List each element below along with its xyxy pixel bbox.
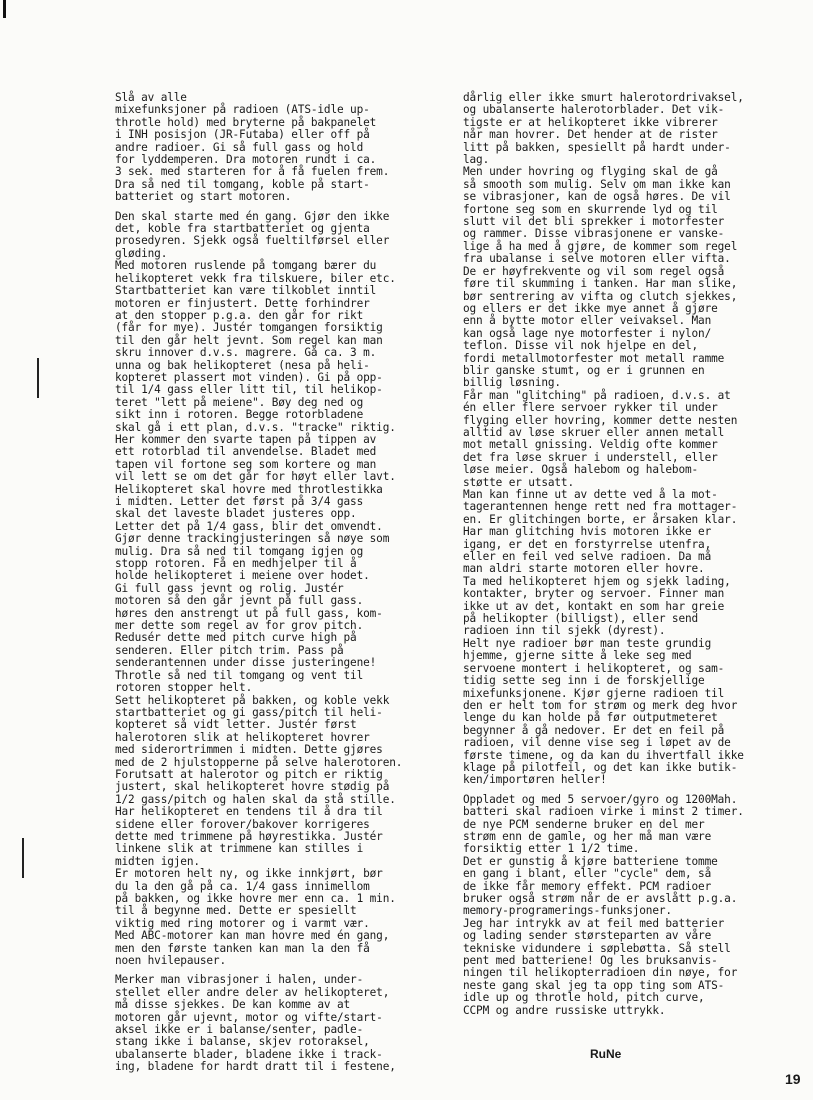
author-signature: RuNe — [590, 1047, 622, 1061]
margin-mark — [22, 838, 24, 878]
margin-mark — [37, 358, 39, 398]
paragraph: Oppladet og med 5 servoer/gyro og 1200Mah. batteri skal radioen virke i minst 2 timer. de nye PCM senderne bruker en del mer strøm enn de gamle, og her må man være forsiktig etter 1 1/2 time. Det er gunstig å kjøre batteriene tomme en gang i blant, eller "cycle" dem, så de ikke får memory effekt. PCM radioer bruker også strøm når de er avslått p.g.a. memory-programerings-funksjoner. Jeg har intrykk av at feil med batterier og lading sender størsteparten av våre tekniske vidundere i søplebøtta. Så stell pent med batteriene! Og les bruksanvis- ningen til helikopterradioen din nøye, for neste gang skal jeg ta opp ting som ATS- idle up og throtle hold, pitch curve, CCPM og andre russiske uttrykk. — [463, 792, 744, 1017]
paragraph: Merker man vibrasjoner i halen, under- stellet eller andre deler av helikopteret, må disse sjekkes. De kan komme av at motoren går ujevnt, motor og vifte/start- aksel ikke er i balanse/senter, padle- stang ikke i balanse, skjev rotoraksel, ubalanserte blader, bladene ikke i track- ing, bladene for hardt dratt til i festene, — [115, 973, 396, 1074]
paragraph: dårlig eller ikke smurt halerotordrivaksel, og ubalanserte halerotorblader. Det vik- tigste er at helikopteret ikke vibrerer når man hovrer. Det hender at de rister litt på bakken, spesiellt på hardt under- lag. Men under hovring og flyging skal de gå så smooth som mulig. Selv om man ikke kan se vibrasjoner, kan de også høres. De vil fortone seg som en skurrende lyd og til slutt vil det bli sprekker i motorfester og rammer. Disse vibrasjonene er vanske- lige å ha med å gjøre, de kommer som regel fra ubalanse i selve motoren eller vifta. De er høyfrekvente og vil som regel også føre til skumming i tanken. Har man slike, bør sentrering av vifta og clutch sjekkes, og ellers er det ikke mye annet å gjøre enn å bytte motor eller veivaksel. Man kan også lage nye motorfester i nylon/ teflon. Disse vil nok hjelpe en del, fordi metallmotorfester mot metall ramme blir ganske stumt, og er i grunnen en billig løsning. Får man "glitching" på radioen, d.v.s. at én eller flere servoer rykker til under flyging eller hovring, kommer dette nesten alltid av løse skruer eller annen metall mot metall gnissing. Veldig ofte kommer det fra løse skruer i understell, eller løse meier. Også halebom og halebom- støtte er utsatt. Man kan finne ut av dette ved å la mot- tagerantennen henge rett ned fra mottager- en. Er glitchingen borte, er årsaken klar. Har man glitching hvis motoren ikke er igang, er det en forstyrrelse utenfra, eller en feil ved selve radioen. Da må man aldri starte motoren eller hovre. Ta med helikopteret hjem og sjekk lading, kontakter, bryter og servoer. Finner man ikke ut av det, kontakt en som har greie på helikopter (billigst), eller send radioen inn til sjekk (dyrest). Helt nye radioer bør man teste grundig hjemme, gjerne sitte å leke seg med servoene montert i helikopteret, og sam- tidig sette seg inn i de forskjellige mixefunksjonene. Kjør gjerne radioen til den er helt tom for strøm og merk deg hvor lenge du kan holde på før outputmeteret begynner å gå nedover. Er det en feil på radioen, vil denne vise seg i løpet av de første timene, og da kan du ihvertfall ikke klage på pilotfeil, og det kan ikke butik- ken/importøren heller! — [463, 91, 744, 787]
page-number: 19 — [785, 1071, 801, 1087]
right-text-column — [463, 92, 795, 1024]
paragraph: Slå av alle mixefunksjoner på radioen (ATS-idle up- throtle hold) med bryterne på bakpanelet i INH posisjon (JR-Futaba) eller off på andre radioer. Gi så full gass og hold for lyddemperen. Dra motoren rundt i ca. 3 sek. med starteren for å få fuelen frem. Dra så ned til tomgang, koble på start- batteriet og start motoren. — [115, 91, 390, 204]
paragraph: Den skal starte med én gang. Gjør den ikke det, koble fra startbatteriet og gjenta prosedyren. Sjekk også fueltilførsel eller gløding. Med motoren ruslende på tomgang bærer du helikopteret vekk fra tilskuere, biler etc. Startbatteriet kan være tilkoblet inntil motoren er finjustert. Dette forhindrer at den stopper p.g.a. den går for rikt (får for mye). Justér tomgangen forsiktig til den går helt jevnt. Som regel kan man skru innover d.v.s. magrere. Gå ca. 3 m. unna og bak helikopteret (nesa på heli- kopteret plassert mot vinden). Gi på opp- til 1/4 gass eller litt til, til helikop- teret "lett på meiene". Bøy deg ned og sikt inn i rotoren. Begge rotorbladene skal gå i ett plan, d.v.s. "tracke" riktig. Her kommer den svarte tapen på tippen av ett rotorblad til anvendelse. Bladet med tapen vil fortone seg som kortere og man vil lett se om det går for høyt eller lavt. Helikopteret skal hovre med throtlestikka i midten. Letter det først på 3/4 gass skal det laveste bladet justeres opp. Letter det på 1/4 gass, blir det omvendt. Gjør denne trackingjusteringen så nøye som mulig. Dra så ned til tomgang igjen og stopp rotoren. Få en medhjelper til å holde helikopteret i meiene over hodet. Gi full gass jevnt og rolig. Justér motoren så den går jevnt på full gass. høres den anstrengt ut på full gass, kom- mer dette som regel av for grov pitch. Redusér dette med pitch curve high på senderen. Eller pitch trim. Pass på senderantennen under disse justeringene! Throtle så ned til tomgang og vent til rotoren stopper helt. Sett helikopteret på bakken, og koble vekk startbatteriet og gi gass/pitch til heli- kopteret så vidt letter. Justér først halerotoren slik at helikopteret hovrer med siderortrimmen i midten. Dette gjøres med de 2 hjulstopperne på selve halerotoren. Forutsatt at halerotor og pitch er riktig justert, skal helikopteret hovre stødig på 1/2 gass/pitch og halen skal da stå stille. Har helikopteret en tendens til å dra til sidene eller forover/bakover korrigeres dette med trimmene på høyrestikka. Justér linkene slik at trimmene kan stilles i midten igjen. Er motoren helt ny, og ikke innkjørt, bør du la den gå på ca. 1/4 gass innimellom på bakken, og ikke hovre mer enn ca. 1 min. til å begynne med. Dette er spesiellt viktig med ring motorer og i varmt vær. Med ABC-motorer kan man hovre med én gang, men den første tanken kan man la den få noen hvilepauser. — [115, 209, 403, 968]
scan-edge-mark — [3, 0, 6, 18]
left-text-column — [115, 92, 450, 1081]
